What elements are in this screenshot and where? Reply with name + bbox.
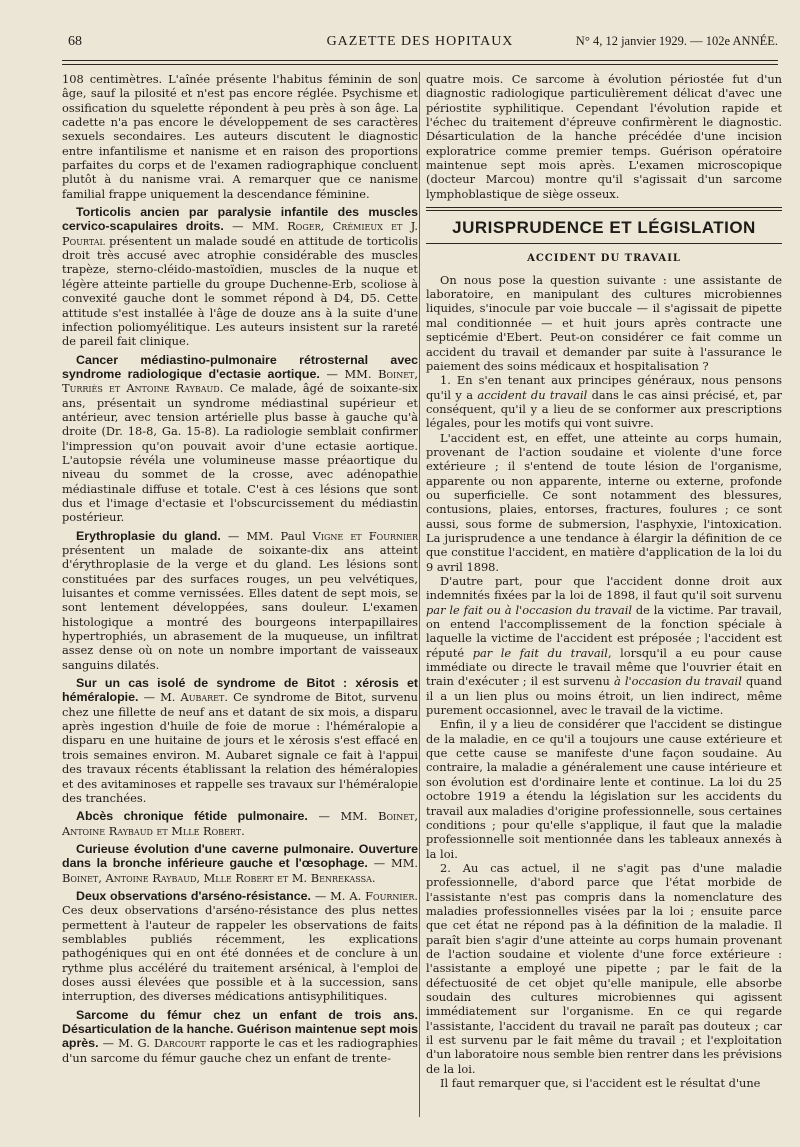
- article-body: .: [241, 823, 245, 838]
- paragraph: Enfin, il y a lieu de considérer que l'accident se distingue de la maladie, en ce qu'il a toujours une cause extérieure et que cette cause se manifeste d'une façon soudaine. Au contraire, la maladie a généralement une cause intérieure et son évolution est d'ordinaire lente et continue. La loi du 25 octobre 1919 a étendu la législation sur les accidents du travail aux maladies d'origine professionnelle, sous certaines conditions ; pour qu'elle s'applique, il faut que la maladie professionnelle soit mentionnée dans les tableaux annexés à la loi.: [426, 717, 782, 861]
- emphasis: accident du travail: [477, 387, 588, 402]
- article-title: Deux observations d'arséno-résistance.: [76, 888, 311, 903]
- section-title: JURISPRUDENCE ET LÉGISLATION: [452, 218, 756, 238]
- article-body: rapporte le cas et les radiographies d'un sarcome du fémur gauche chez un enfant de trente-: [62, 1036, 418, 1065]
- article-authors: Boinet, Antoine Raybaud et Mlle Robert: [62, 809, 418, 838]
- text: quand il a un lien plus ou moins étroit, un lien indirect, même purement occasionnel, avec le travail de la victime.: [426, 674, 782, 718]
- separator: — MM.: [367, 856, 418, 871]
- emphasis: par le fait ou à l'occasion du travail: [426, 602, 633, 617]
- article-body: . Ces deux observations d'arséno-résistance des plus nettes permettent à l'auteur de rappeler les observations de faits semblables publiés récemment, les explications pathogéniques qui en ont été données et de conclure à un rythme plus accéléré du traitement arsénical, à l'emploi de doses aussi élevées que possible et à la succession, sans interruption, des diverses médications antisyphilitiques.: [62, 888, 418, 1004]
- paragraph: L'accident est, en effet, une atteinte au corps humain, provenant de l'action soudaine et violente d'une force extérieure ; il s'entend de toute lésion de l'organisme, apparente ou non apparente, interne ou externe, profonde ou superficielle. Ce sont notamment des blessures, contusions, plaies, entorses, fractures, foulures ; ce sont aussi, sous forme de submersion, l'asphyxie, l'intoxication. La jurisprudence a une tendance à élargir la définition de ce que constitue l'accident, en matière d'application de la loi du 9 avril 1898.: [426, 430, 782, 574]
- article-authors: Aubaret: [180, 690, 225, 705]
- right-column: [426, 72, 782, 1090]
- header-rule-2: [62, 64, 778, 65]
- article-title: Torticolis ancien par paralysie infantile des muscles cervico-scapulaires droits.: [62, 205, 418, 234]
- separator: — M. A.: [310, 888, 366, 903]
- article-authors: Fournier: [365, 888, 415, 903]
- article-title: Curieuse évolution d'une caverne pulmonaire. Ouverture dans la bronche inférieure gauche et l'œsophage.: [62, 841, 418, 871]
- text: D'autre part, pour que l'accident donne droit aux indemnités fixées par la loi de 1898, il faut qu'il soit survenu: [426, 574, 782, 603]
- article-authors: Boinet, Turriès et Antoine Raybaud: [62, 366, 418, 396]
- article-body: présentent un malade de soixante-dix ans atteint d'érythroplasie de la verge et du gland. Les lésions sont constituées par des surfaces rouges, un peu velvétiques, luisantes et comme vernissées. Elles datent de sept mois, se sont lentement développées, sans douleur. L'examen histologique a montré des bourgeons interpapillaires hypertrophiés, un abrasement de la muqueuse, un infiltrat assez dense où on note un nombre important de vaisseaux sanguins dilatés.: [62, 543, 418, 672]
- paragraph: Il faut remarquer que, si l'accident est le résultat d'une: [440, 1076, 761, 1091]
- article-abces: [62, 809, 418, 838]
- article-authors: Boinet, Antoine Raybaud, Mlle Robert et M. Benrekassa: [62, 870, 372, 885]
- page-header: [62, 34, 778, 56]
- subsection-title: ACCIDENT DU TRAVAIL: [527, 253, 681, 265]
- text: dans le cas ainsi précisé, et, par conséquent, qu'il y a lieu de se conformer aux prescriptions légales, pour les motifs qui vont suivre.: [426, 387, 782, 431]
- text: , lorsqu'il a eu pour cause immédiate ou directe le travail même que l'ouvrier était en train d'exécuter ; il est survenu: [426, 645, 783, 689]
- separator: — M.: [138, 690, 181, 705]
- article-erythroplasie: [62, 529, 418, 672]
- separator: — M. G.: [98, 1036, 154, 1051]
- emphasis: à l'occasion du travail: [613, 674, 742, 689]
- paragraph: [426, 574, 782, 717]
- continued-paragraph: quatre mois. Ce sarcome à évolution périostée fut d'un diagnostic radiologique particulièrement délicat d'avec une périostite syphilitique. Cependant l'évolution rapide et l'échec du traitement d'épreuve confirmèrent le diagnostic. Désarticulation de la hanche précédée d'une incision exploratrice comme premier temps. Guérison opératoire maintenue sept mois après. L'examen microscopique (docteur Marcou) montre qu'il s'agissait d'un sarcome lymphoblastique de siège osseux.: [426, 72, 782, 201]
- article-arseno: [62, 889, 418, 1004]
- article-body: . Ce syndrome de Bitot, survenu chez une fillette de neuf ans et datant de six mois, a disparu après ingestion d'huile de foie de morue : l'héméralopie a disparu en une huitaine de jours et le xérosis s'est effacé en trois semaines environ. M. Aubaret signale ce fait à l'appui des travaux récents établissant la relation des héméralopies et des avitaminoses et rappelle ses travaux sur l'héméralopie des tranchées.: [62, 690, 418, 805]
- article-title: Sarcome du fémur chez un enfant de trois ans. Désarticulation de la hanche. Guérison maintenue sept mois après.: [62, 1007, 418, 1051]
- article-body: .: [371, 870, 376, 885]
- continued-paragraph: 108 centimètres. L'aînée présente l'habitus féminin de son âge, sauf la pilosité et n'est pas encore réglée. Psychisme et ossification du squelette répondent à peu près à son âge. La cadette n'a pas encore le développement de ses caractères sexuels secondaires. Les auteurs discutent le diagnostic entre infantilisme et nanisme et en raison des proportions parfaites du corps et de l'examen radiographique concluent plutôt à du nanisme vrai. A remarquer que ce nanisme familial frappe uniquement la descendance féminine.: [62, 72, 418, 201]
- separator: — MM.: [307, 809, 379, 824]
- text: 1. En s'en tenant aux principes généraux, nous pensons qu'il y a: [426, 373, 782, 402]
- article-title: Erythroplasie du gland.: [76, 528, 221, 543]
- article-torticolis: [62, 205, 418, 348]
- text: de la victime. Par travail, on entend l'accomplissement de la fonction spéciale à laquelle la victime de l'accident est préposée ; l'accident est réputé: [426, 602, 782, 660]
- separator: — MM.: [223, 219, 288, 234]
- article-title: Sur un cas isolé de syndrome de Bitot : xérosis et héméralopie.: [62, 676, 418, 705]
- paragraph: [426, 373, 782, 430]
- left-column: [62, 72, 418, 1069]
- paragraph: On nous pose la question suivante : une assistante de laboratoire, en manipulant des cultures microbiennes liquides, s'inocule par voie buccale — il s'agissait de pipette mal conditionnée — et huit jours après contracte une septicémie d'Ebert. Peut-on considérer ce fait comme un accident du travail et demander par suite à l'assurance le paiement des soins médicaux et hospitalisation ?: [426, 272, 782, 373]
- issue-info: N° 4, 12 janvier 1929. — 102e ANNÉE.: [575, 34, 778, 48]
- article-authors: Vigne et Fournier: [312, 528, 418, 543]
- article-cancer: [62, 353, 418, 525]
- article-sarcome: [62, 1008, 418, 1065]
- article-authors: Darcourt: [153, 1036, 206, 1051]
- section-rules: [426, 207, 782, 211]
- journal-title: GAZETTE DES HOPITAUX: [326, 34, 514, 49]
- emphasis: par le fait du travail: [472, 645, 608, 660]
- section-subrule: [426, 243, 782, 244]
- article-bitot: [62, 676, 418, 805]
- separator: — MM. Paul: [220, 528, 313, 543]
- article-title: Cancer médiastino-pulmonaire rétrosternal avec syndrome radiologique d'ectasie aortique.: [62, 352, 418, 381]
- header-rule: [62, 60, 778, 61]
- article-body: présentent un malade soudé en attitude de torticolis droit très accusé avec atrophie considérable des muscles trapèze, sterno-cléido-mastoïdien, muscles de la nuque et légère atteinte partielle du groupe Duchenne-Erb, scoliose à convexité gauche dont le sommet répond à D4, D5. Cette attitude s'est installée à l'âge de douze ans à la suite d'une infection poliomyélitique. Les auteurs insistent sur la rareté de pareil fait clinique.: [62, 233, 418, 349]
- article-authors: Roger, Crémieux et J. Pourtal: [62, 219, 418, 248]
- article-body: . Ce malade, âgé de soixante-six ans, présentait un syndrome médiastinal supérieur et antérieur, avec tension artérielle plus basse à gauche qu'à droite (Dr. 18-8, Ga. 15-8). La radiologie semblait confirmer l'impression qu'on pouvait avoir d'une ectasie aortique. L'autopsie révéla une volumineuse masse préaortique du niveau du sommet de la crosse, avec adénopathie médiastinale diffuse et totale. C'est à ces lésions que sont dus et l'image d'ectasie et l'obscurcissement du médiastin postérieur.: [62, 381, 418, 525]
- article-title: Abcès chronique fétide pulmonaire.: [76, 809, 308, 824]
- paragraph: 2. Au cas actuel, il ne s'agit pas d'une maladie professionnelle, d'abord parce que l'état morbide de l'assistante n'est pas compris dans la nomenclature des maladies professionnelles visées par la loi ; ensuite parce que cet état ne répond pas à la définition de la maladie. Il paraît bien s'agir d'une atteinte au corps humain provenant de l'action soudaine et violente d'une force extérieure : l'assistante a employé une pipette ; par le fait de la défectuosité de cet objet qu'elle manipule, elle absorbe soudain des cultures microbiennes qui agissent immédiatement sur l'organisme. En ce qui regarde l'assistante, l'accident du travail ne paraît pas douteux ; car il est survenu par le fait même du travail ; et l'exploitation d'un laboratoire nous semble bien rentrer dans les prévisions de la loi.: [426, 860, 782, 1076]
- article-caverne: [62, 842, 418, 885]
- separator: — MM.: [319, 366, 379, 381]
- column-divider: [419, 72, 420, 1117]
- page-number: 68: [68, 34, 82, 49]
